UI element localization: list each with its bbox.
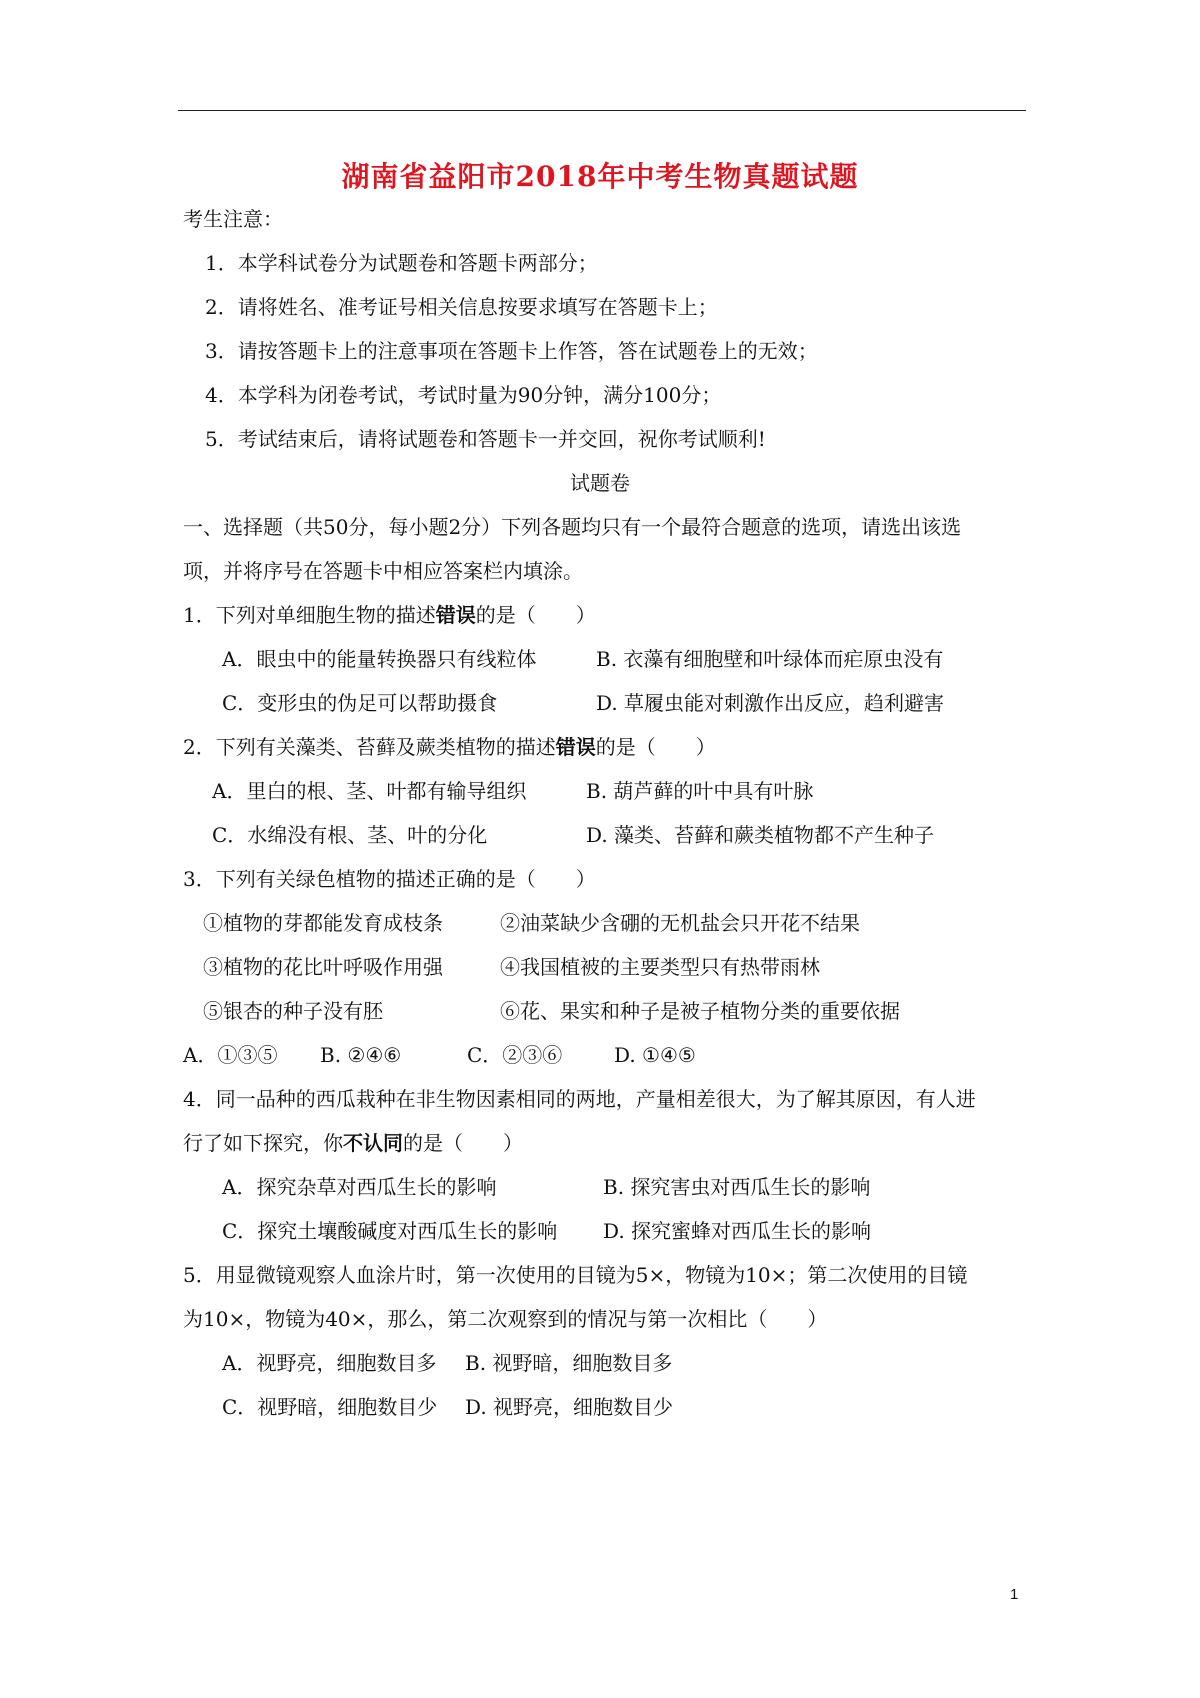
q2-option-b: B. 葫芦藓的叶中具有叶脉 xyxy=(586,779,814,803)
q1-option-b: B. 衣藻有细胞壁和叶绿体而疟原虫没有 xyxy=(596,647,944,671)
question-2-stem: 2．下列有关藻类、苔藓及蕨类植物的描述错误的是（ ） xyxy=(183,735,716,759)
q5-option-b: B. 视野暗，细胞数目多 xyxy=(465,1351,673,1375)
header-rule xyxy=(178,110,1026,111)
q1-option-d: D. 草履虫能对刺激作出反应，趋利避害 xyxy=(596,691,945,715)
q5-option-a: A．视野亮，细胞数目多 xyxy=(222,1351,437,1375)
q3-option-c: C．②③⑥ xyxy=(467,1043,563,1067)
question-5-stem: 5．用显微镜观察人血涂片时，第一次使用的目镜为5×，物镜为10×；第二次使用的目镜 xyxy=(183,1263,968,1287)
section-label: 试题卷 xyxy=(570,471,630,495)
q3-option-a: A．①③⑤ xyxy=(183,1043,278,1067)
question-3-stem: 3．下列有关绿色植物的描述正确的是（ ） xyxy=(183,867,596,891)
q3-statement-3: ③植物的花比叶呼吸作用强 xyxy=(203,955,443,979)
page-number: 1 xyxy=(1010,1586,1019,1603)
q4-option-c: C．探究土壤酸碱度对西瓜生长的影响 xyxy=(222,1219,558,1243)
q5-option-c: C．视野暗，细胞数目少 xyxy=(222,1395,438,1419)
notice-item: 2．请将姓名、准考证号相关信息按要求填写在答题卡上； xyxy=(205,295,718,319)
question-1-stem: 1．下列对单细胞生物的描述错误的是（ ） xyxy=(183,603,596,627)
q3-option-d: D. ①④⑤ xyxy=(614,1043,696,1067)
question-5-stem-cont: 为10×，物镜为40×，那么，第二次观察到的情况与第一次相比（ ） xyxy=(183,1307,828,1331)
q5-option-d: D. 视野亮，细胞数目少 xyxy=(465,1395,674,1419)
notice-item: 5．考试结束后，请将试题卷和答题卡一并交回，祝你考试顺利! xyxy=(205,427,766,451)
q2-option-d: D. 藻类、苔藓和蕨类植物都不产生种子 xyxy=(586,823,935,847)
question-4-stem: 4．同一品种的西瓜栽种在非生物因素相同的两地，产量相差很大，为了解其原因，有人进 xyxy=(183,1087,976,1111)
q3-option-b: B. ②④⑥ xyxy=(320,1043,402,1067)
q4-option-b: B. 探究害虫对西瓜生长的影响 xyxy=(603,1175,871,1199)
page-title: 湖南省益阳市2018年中考生物真题试题 xyxy=(341,160,859,193)
q1-option-c: C．变形虫的伪足可以帮助摄食 xyxy=(222,691,498,715)
section1-instructions-cont: 项，并将序号在答题卡中相应答案栏内填涂。 xyxy=(183,559,583,583)
q3-statement-1: ①植物的芽都能发育成枝条 xyxy=(203,911,443,935)
section1-instructions: 一、选择题（共50分，每小题2分）下列各题均只有一个最符合题意的选项，请选出该选 xyxy=(183,515,962,539)
q3-statement-5: ⑤银杏的种子没有胚 xyxy=(203,999,383,1023)
q3-statement-4: ④我国植被的主要类型只有热带雨林 xyxy=(500,955,820,979)
q4-option-a: A．探究杂草对西瓜生长的影响 xyxy=(222,1175,497,1199)
notice-heading: 考生注意： xyxy=(183,207,283,231)
notice-item: 3．请按答题卡上的注意事项在答题卡上作答，答在试题卷上的无效； xyxy=(205,339,818,363)
q3-statement-6: ⑥花、果实和种子是被子植物分类的重要依据 xyxy=(500,999,900,1023)
question-4-stem-cont: 行了如下探究，你不认同的是（ ） xyxy=(183,1131,523,1155)
notice-item: 4．本学科为闭卷考试，考试时量为90分钟，满分100分； xyxy=(205,383,722,407)
q2-option-a: A．里白的根、茎、叶都有输导组织 xyxy=(212,779,527,803)
notice-item: 1．本学科试卷分为试题卷和答题卡两部分； xyxy=(205,251,598,275)
q2-option-c: C．水绵没有根、茎、叶的分化 xyxy=(212,823,488,847)
q3-statement-2: ②油菜缺少含硼的无机盐会只开花不结果 xyxy=(500,911,860,935)
q1-option-a: A．眼虫中的能量转换器只有线粒体 xyxy=(222,647,537,671)
q4-option-d: D. 探究蜜蜂对西瓜生长的影响 xyxy=(603,1219,872,1243)
